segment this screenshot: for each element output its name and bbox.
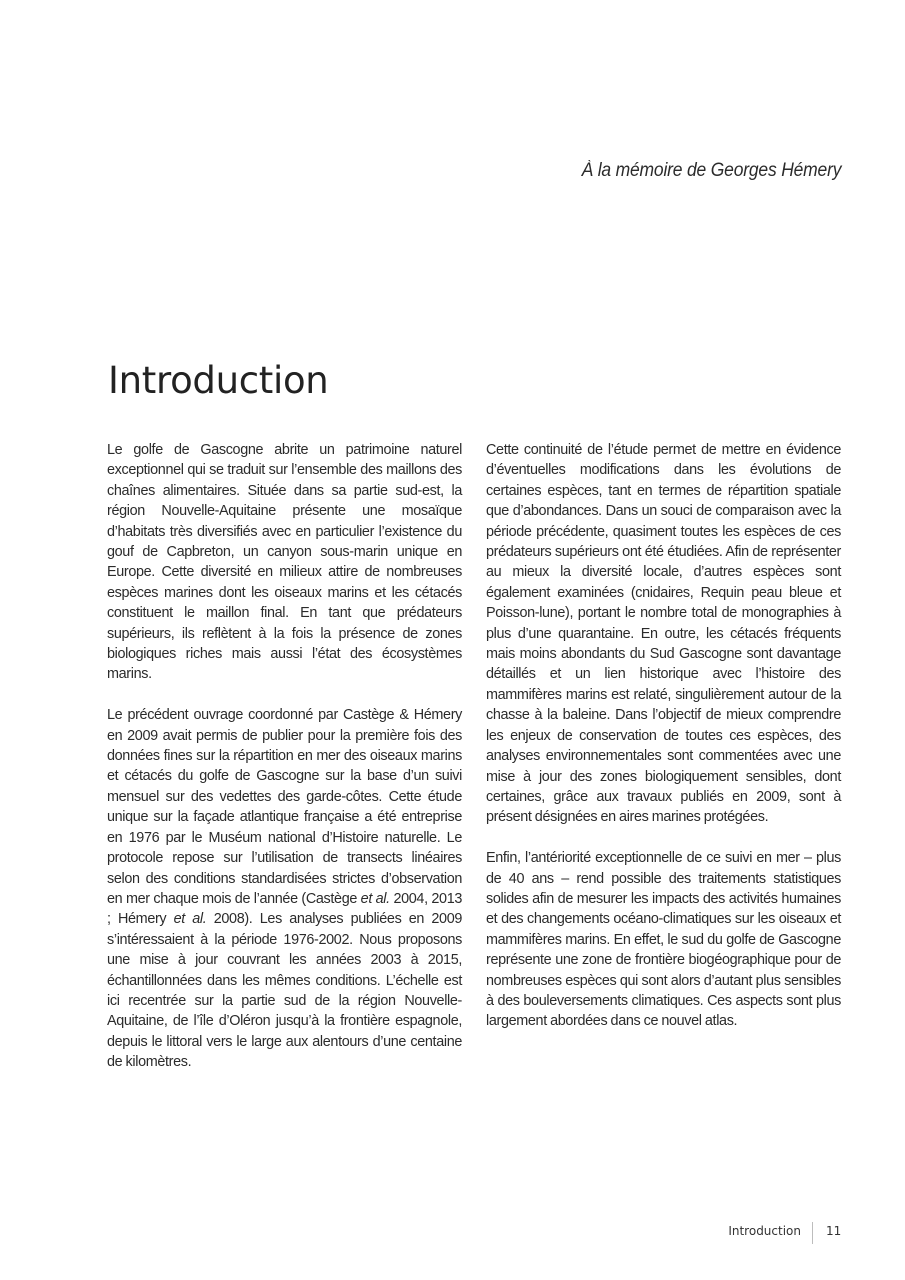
- left-column: [107, 440, 462, 1093]
- footer-section-label: Introduction: [728, 1224, 801, 1238]
- citation-et-al: et al.: [360, 890, 390, 907]
- footer-divider: [812, 1222, 813, 1244]
- paragraph-text: 2008). Les analyses publiées en 2009 s’intéressaient à la période 1976-2002. Nous proposons une mise à jour couvrant les années 2003 à 2015, échantillonnées dans les mêmes conditions. L’échelle est ici recentrée sur la partie sud de la région Nouvelle-Aquitaine, de l’île d’Oléron jusqu’à la frontière espagnole, depuis le littoral vers le large aux alentours d’une centaine de kilomètres.: [107, 911, 463, 1071]
- page-number: 11: [826, 1224, 842, 1238]
- dedication: À la mémoire de Georges Hémery: [581, 160, 841, 181]
- right-column: [486, 440, 841, 1052]
- paragraph: Enfin, l’antériorité exceptionnelle de ce suivi en mer – plus de 40 ans – rend possible des traitements statistiques solides afin de mesurer les impacts des activités humaines et des changements océano-climatiques sur les oiseaux et mammifères marins. En effet, le sud du golfe de Gascogne représente une zone de frontière biogéographique pour de nombreuses espèces qui sont alors d’autant plus sensibles à des bouleversements climatiques. Ces aspects sont plus largement abordées dans ce nouvel atlas.: [486, 850, 841, 1030]
- page-footer: [0, 1222, 905, 1242]
- citation-et-al: et al.: [173, 911, 207, 928]
- page-title: Introduction: [108, 359, 329, 402]
- paragraph: Le golfe de Gascogne abrite un patrimoine naturel exceptionnel qui se traduit sur l’ensemble des maillons des chaînes alimentaires. Située dans sa partie sud-est, la région Nouvelle-Aquitaine présente une mosaïque d’habitats très diversifiés avec en particulier l’existence du gouf de Capbreton, un canyon sous-marin unique en Europe. Cette diversité en milieux attire de nombreuses espèces marines dont les oiseaux marins et les cétacés constituent le maillon final. En tant que prédateurs supérieurs, ils reflètent à la fois la présence de zones biologiques riches mais aussi l’état des écosystèmes marins.: [107, 442, 462, 683]
- paragraph: Cette continuité de l’étude permet de mettre en évidence d’éventuelles modifications dans les évolutions de certaines espèces, tant en termes de répartition spatiale que d’abondances. Dans un souci de comparaison avec la période précédente, quasiment toutes les espèces de ces prédateurs supérieurs ont été étudiées. Afin de représenter au mieux la diversité locale, d’autres espèces sont également examinées (cnidaires, Requin peau bleue et Poisson-lune), portant le nombre total de monographies à plus d’une quarantaine. En outre, les cétacés fréquents mais moins abondants du Sud Gascogne sont davantage détaillés et un lien historique avec l’histoire des mammifères marins est relaté, singulièrement autour de la chasse à la baleine. Dans l’objectif de mieux comprendre les enjeux de conservation de toutes ces espèces, des analyses environnementales sont commentées avec une mise à jour des zones biologiquement sensibles, dont certaines, grâce aux travaux publiés en 2009, sont à présent désignées en aires marines protégées.: [486, 442, 841, 826]
- paragraph-text: Le précédent ouvrage coordonné par Castège & Hémery en 2009 avait permis de publier pour la première fois des données fines sur la répartition en mer des oiseaux marins et cétacés du golfe de Gascogne sur la base d’un suivi mensuel sur des vedettes des garde-côtes. Cette étude unique sur la façade atlantique française a été entreprise en 1976 par le Muséum national d’Histoire naturelle. Le protocole repose sur l’utilisation de transects linéaires selon des conditions standardisées strictes d’observation en mer chaque mois de l’année (Castège: [107, 707, 462, 907]
- paragraph-text: 2004, 2013 ; Hémery: [107, 890, 463, 928]
- paragraph: [107, 705, 462, 1072]
